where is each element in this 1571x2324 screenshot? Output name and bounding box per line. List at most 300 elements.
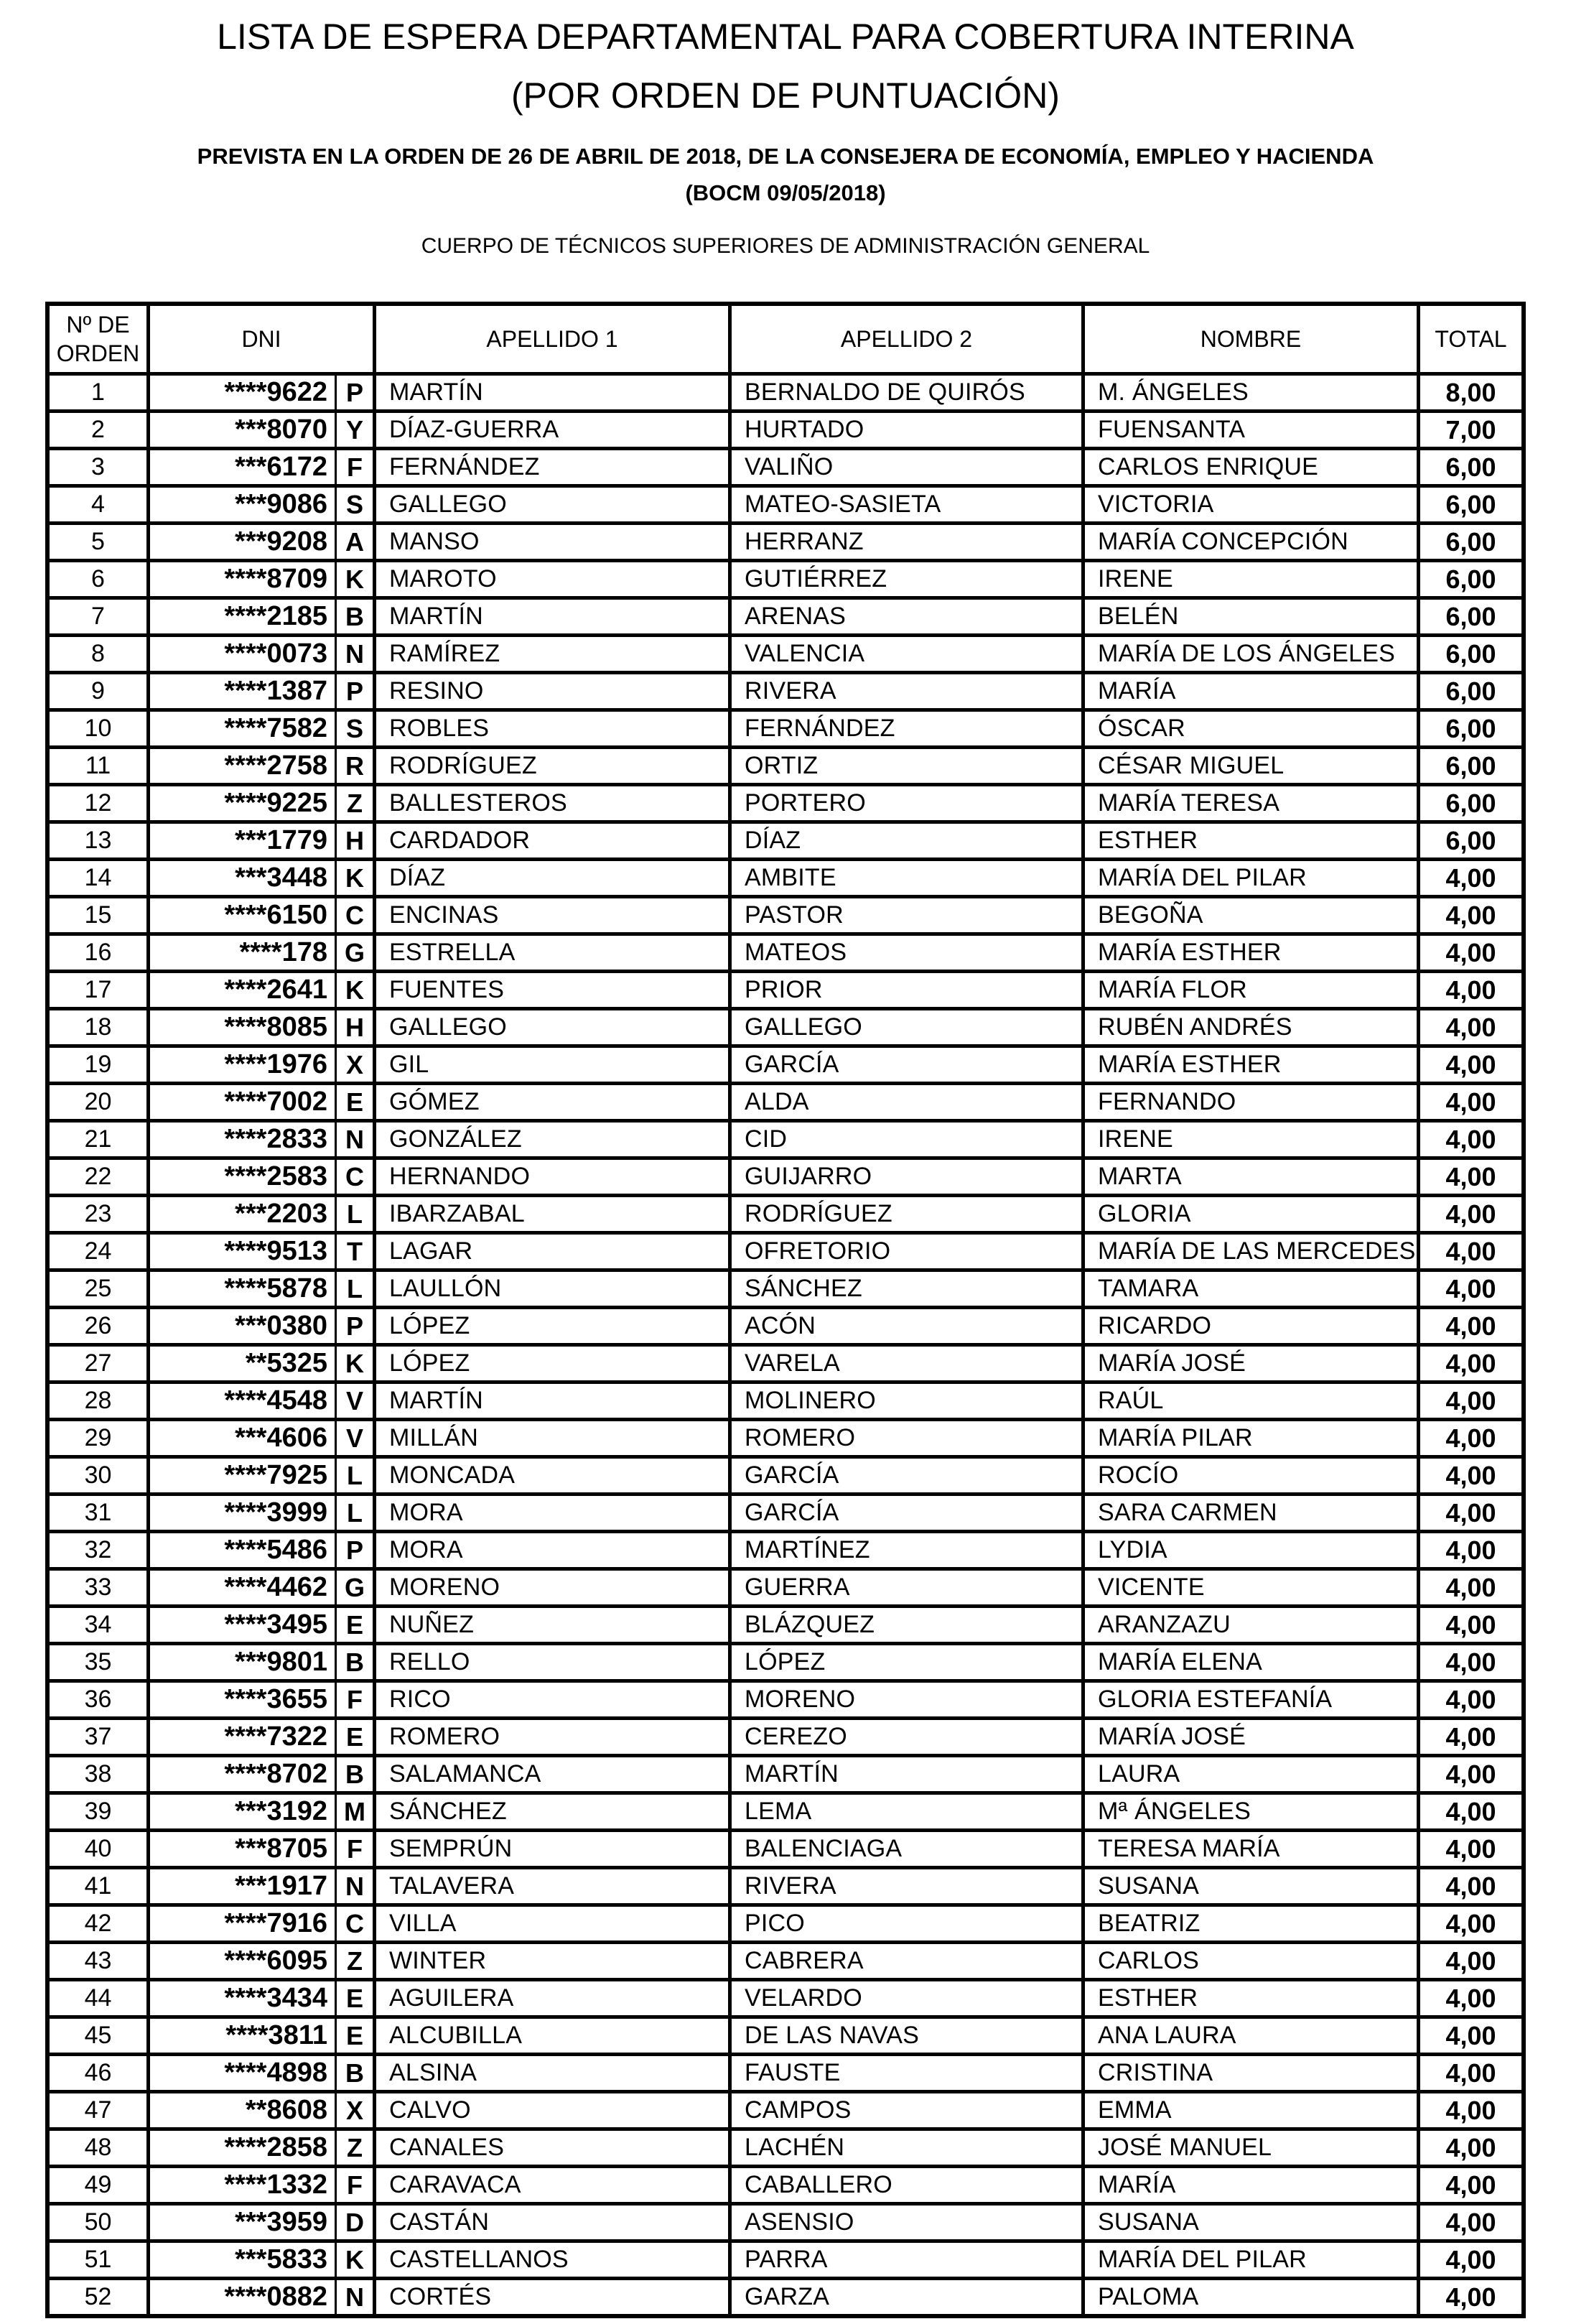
cell-dni — [150, 1757, 373, 1791]
cell-dni — [150, 1235, 373, 1268]
dni-number: ***1917 — [235, 1871, 327, 1901]
cell-dni — [150, 674, 373, 708]
cell-nombre: MARÍA ELENA — [1085, 1645, 1417, 1679]
cell-nombre: RUBÉN ANDRÉS — [1085, 1010, 1417, 1044]
cell-orden: 41 — [50, 1869, 146, 1903]
cell-nombre: VICTORIA — [1085, 488, 1417, 521]
cell-total: 4,00 — [1420, 973, 1521, 1007]
dni-number: ****3495 — [224, 1609, 327, 1640]
cell-apellido2: GARCÍA — [732, 1048, 1081, 1082]
dni-number: ****2758 — [224, 750, 327, 781]
cell-apellido1: MANSO — [376, 525, 728, 559]
cell-dni — [150, 2243, 373, 2277]
dni-number: ****2641 — [224, 975, 327, 1005]
dni-number: ***5833 — [235, 2244, 327, 2274]
cell-orden: 33 — [50, 1571, 146, 1604]
dni-number: ****6095 — [224, 1946, 327, 1976]
cell-total: 4,00 — [1420, 1795, 1521, 1828]
cell-total: 4,00 — [1420, 1085, 1521, 1119]
cell-orden: 34 — [50, 1608, 146, 1642]
cell-total: 4,00 — [1420, 1010, 1521, 1044]
cell-dni — [150, 488, 373, 521]
cell-total: 4,00 — [1420, 936, 1521, 970]
cell-apellido2: ROMERO — [732, 1421, 1081, 1455]
cell-dni — [150, 1832, 373, 1866]
cell-dni — [150, 600, 373, 633]
dni-number: ***8705 — [235, 1833, 327, 1864]
cell-orden: 7 — [50, 600, 146, 633]
cell-total: 8,00 — [1420, 376, 1521, 409]
cell-apellido1: FERNÁNDEZ — [376, 450, 728, 484]
dni-number: ****4462 — [224, 1572, 327, 1602]
dni-letter: S — [345, 489, 363, 519]
cell-orden: 10 — [50, 712, 146, 745]
cell-nombre: ÓSCAR — [1085, 712, 1417, 745]
cell-apellido2: AMBITE — [732, 861, 1081, 895]
cell-apellido2: HURTADO — [732, 413, 1081, 447]
cell-orden: 28 — [50, 1384, 146, 1418]
cell-nombre: MARÍA FLOR — [1085, 973, 1417, 1007]
cell-apellido2: ALDA — [732, 1085, 1081, 1119]
dni-number: ****5486 — [224, 1535, 327, 1565]
dni-number: ****8702 — [224, 1759, 327, 1789]
cell-apellido1: RICO — [376, 1683, 728, 1716]
cell-apellido1: TALAVERA — [376, 1869, 728, 1903]
cell-apellido2: ARENAS — [732, 600, 1081, 633]
dni-number: ****7582 — [224, 713, 327, 743]
cell-dni — [150, 1720, 373, 1754]
cell-nombre: ESTHER — [1085, 1981, 1417, 2015]
cell-nombre: M. ÁNGELES — [1085, 376, 1417, 409]
cell-orden: 22 — [50, 1160, 146, 1194]
cell-apellido1: MORENO — [376, 1571, 728, 1604]
cell-orden: 14 — [50, 861, 146, 895]
column-header-orden: Nº DE ORDEN — [50, 306, 146, 372]
cell-orden: 5 — [50, 525, 146, 559]
cell-dni — [150, 2131, 373, 2165]
cell-total: 4,00 — [1420, 1720, 1521, 1754]
cell-orden: 43 — [50, 1944, 146, 1978]
cell-apellido2: CEREZO — [732, 1720, 1081, 1754]
cell-total: 4,00 — [1420, 2093, 1521, 2127]
cell-apellido2: GUTIÉRREZ — [732, 562, 1081, 596]
page-title-line1: LISTA DE ESPERA DEPARTAMENTAL PARA COBERTURA INTERINA — [217, 17, 1354, 57]
cell-orden: 11 — [50, 749, 146, 783]
cell-dni — [150, 1869, 373, 1903]
cell-dni — [150, 376, 373, 409]
cell-apellido1: VILLA — [376, 1907, 728, 1940]
cell-apellido1: RESINO — [376, 674, 728, 708]
dni-number: ****1976 — [224, 1049, 327, 1079]
page-body-title: CUERPO DE TÉCNICOS SUPERIORES DE ADMINISTRACIÓN GENERAL — [421, 234, 1150, 258]
cell-orden: 51 — [50, 2243, 146, 2277]
dni-letter: V — [345, 1385, 363, 1416]
cell-total: 6,00 — [1420, 674, 1521, 708]
cell-total: 4,00 — [1420, 2206, 1521, 2239]
cell-nombre: EMMA — [1085, 2093, 1417, 2127]
cell-total: 4,00 — [1420, 1869, 1521, 1903]
cell-total: 4,00 — [1420, 1235, 1521, 1268]
cell-orden: 29 — [50, 1421, 146, 1455]
cell-apellido1: DÍAZ-GUERRA — [376, 413, 728, 447]
cell-total: 6,00 — [1420, 637, 1521, 671]
cell-nombre: GLORIA — [1085, 1197, 1417, 1231]
cell-nombre: FUENSANTA — [1085, 413, 1417, 447]
dni-letter: R — [345, 750, 364, 781]
cell-dni — [150, 1272, 373, 1306]
cell-apellido1: MARTÍN — [376, 600, 728, 633]
cell-nombre: CARLOS — [1085, 1944, 1417, 1978]
column-header-apellido1: APELLIDO 1 — [376, 306, 728, 372]
cell-total: 4,00 — [1420, 1048, 1521, 1082]
dni-number: ***6172 — [235, 452, 327, 482]
cell-apellido2: PARRA — [732, 2243, 1081, 2277]
dni-letter: V — [345, 1423, 363, 1453]
cell-total: 4,00 — [1420, 861, 1521, 895]
dni-number: ****7322 — [224, 1721, 327, 1752]
dni-number: ***4606 — [235, 1423, 327, 1453]
cell-orden: 47 — [50, 2093, 146, 2127]
cell-apellido1: LÓPEZ — [376, 1347, 728, 1380]
dni-letter: K — [345, 2244, 364, 2274]
cell-nombre: MARÍA JOSÉ — [1085, 1720, 1417, 1754]
cell-apellido2: PORTERO — [732, 786, 1081, 820]
cell-apellido1: RELLO — [376, 1645, 728, 1679]
cell-apellido1: AGUILERA — [376, 1981, 728, 2015]
dni-letter: S — [345, 713, 363, 743]
cell-apellido2: DE LAS NAVAS — [732, 2019, 1081, 2053]
cell-apellido1: CARDADOR — [376, 824, 728, 857]
cell-dni — [150, 861, 373, 895]
cell-total: 4,00 — [1420, 1384, 1521, 1418]
cell-total: 6,00 — [1420, 824, 1521, 857]
cell-total: 7,00 — [1420, 413, 1521, 447]
dni-letter: F — [347, 2170, 363, 2200]
cell-apellido2: CID — [732, 1123, 1081, 1156]
cell-dni — [150, 1459, 373, 1492]
cell-dni — [150, 1085, 373, 1119]
dni-letter: T — [347, 1236, 363, 1266]
cell-nombre: MARÍA — [1085, 2168, 1417, 2202]
cell-total: 4,00 — [1420, 1757, 1521, 1791]
cell-orden: 38 — [50, 1757, 146, 1791]
column-header-total: TOTAL — [1420, 306, 1521, 372]
cell-apellido2: MORENO — [732, 1683, 1081, 1716]
dni-letter: K — [345, 1348, 364, 1378]
cell-apellido1: SALAMANCA — [376, 1757, 728, 1791]
cell-orden: 1 — [50, 376, 146, 409]
cell-apellido2: MOLINERO — [732, 1384, 1081, 1418]
cell-nombre: ROCÍO — [1085, 1459, 1417, 1492]
cell-dni — [150, 1048, 373, 1082]
cell-orden: 21 — [50, 1123, 146, 1156]
dni-letter: E — [345, 1087, 363, 1117]
cell-dni — [150, 1533, 373, 1567]
cell-apellido1: MILLÁN — [376, 1421, 728, 1455]
cell-orden: 50 — [50, 2206, 146, 2239]
dni-letter: L — [347, 1460, 363, 1490]
cell-total: 4,00 — [1420, 1832, 1521, 1866]
dni-letter: H — [345, 1012, 364, 1042]
cell-total: 4,00 — [1420, 2280, 1521, 2314]
cell-nombre: Mª ÁNGELES — [1085, 1795, 1417, 1828]
dni-letter: P — [345, 1311, 363, 1341]
cell-nombre: MARÍA CONCEPCIÓN — [1085, 525, 1417, 559]
cell-total: 6,00 — [1420, 600, 1521, 633]
cell-nombre: PALOMA — [1085, 2280, 1417, 2314]
cell-apellido2: MARTÍN — [732, 1757, 1081, 1791]
cell-orden: 35 — [50, 1645, 146, 1679]
dni-number: ****9225 — [224, 788, 327, 818]
cell-apellido2: ORTIZ — [732, 749, 1081, 783]
cell-orden: 6 — [50, 562, 146, 596]
cell-nombre: MARÍA ESTHER — [1085, 1048, 1417, 1082]
cell-apellido1: LAULLÓN — [376, 1272, 728, 1306]
cell-nombre: CARLOS ENRIQUE — [1085, 450, 1417, 484]
dni-letter: K — [345, 975, 364, 1005]
cell-dni — [150, 2168, 373, 2202]
cell-apellido1: MAROTO — [376, 562, 728, 596]
cell-orden: 2 — [50, 413, 146, 447]
cell-total: 4,00 — [1420, 1347, 1521, 1380]
cell-nombre: MARÍA JOSÉ — [1085, 1347, 1417, 1380]
cell-dni — [150, 1347, 373, 1380]
cell-apellido2: FAUSTE — [732, 2056, 1081, 2090]
cell-apellido1: WINTER — [376, 1944, 728, 1978]
cell-apellido1: LAGAR — [376, 1235, 728, 1268]
dni-number: ****2858 — [224, 2132, 327, 2162]
dni-number: ****1387 — [224, 676, 327, 706]
cell-dni — [150, 1571, 373, 1604]
dni-number: ***9208 — [235, 526, 327, 557]
cell-apellido1: ROBLES — [376, 712, 728, 745]
cell-apellido1: CASTELLANOS — [376, 2243, 728, 2277]
cell-orden: 25 — [50, 1272, 146, 1306]
cell-total: 6,00 — [1420, 450, 1521, 484]
cell-nombre: TAMARA — [1085, 1272, 1417, 1306]
dni-number: ****2583 — [224, 1161, 327, 1191]
cell-total: 6,00 — [1420, 749, 1521, 783]
cell-apellido2: OFRETORIO — [732, 1235, 1081, 1268]
dni-number: ****3434 — [224, 1983, 327, 2013]
cell-apellido2: RODRÍGUEZ — [732, 1197, 1081, 1231]
dni-letter: P — [345, 377, 363, 407]
cell-apellido1: CALVO — [376, 2093, 728, 2127]
cell-orden: 8 — [50, 637, 146, 671]
cell-nombre: JOSÉ MANUEL — [1085, 2131, 1417, 2165]
dni-letter: D — [345, 2207, 364, 2237]
cell-total: 4,00 — [1420, 1907, 1521, 1940]
cell-apellido1: CASTÁN — [376, 2206, 728, 2239]
dni-number: ***2203 — [235, 1199, 327, 1229]
dni-letter: C — [345, 1908, 364, 1938]
dni-letter: F — [347, 452, 363, 482]
dni-letter: G — [344, 937, 365, 967]
cell-dni — [150, 1608, 373, 1642]
cell-nombre: MARÍA DEL PILAR — [1085, 861, 1417, 895]
cell-apellido2: BERNALDO DE QUIRÓS — [732, 376, 1081, 409]
dni-number: ****2185 — [224, 601, 327, 631]
cell-nombre: LYDIA — [1085, 1533, 1417, 1567]
dni-letter: N — [345, 2282, 364, 2312]
cell-total: 4,00 — [1420, 1981, 1521, 2015]
cell-apellido1: CANALES — [376, 2131, 728, 2165]
cell-apellido1: BALLESTEROS — [376, 786, 728, 820]
cell-apellido1: ALCUBILLA — [376, 2019, 728, 2053]
cell-apellido1: GIL — [376, 1048, 728, 1082]
dni-letter: C — [345, 1161, 364, 1191]
cell-apellido2: GARCÍA — [732, 1496, 1081, 1530]
cell-dni — [150, 1309, 373, 1343]
cell-nombre: ESTHER — [1085, 824, 1417, 857]
cell-dni — [150, 1010, 373, 1044]
cell-nombre: RICARDO — [1085, 1309, 1417, 1343]
cell-dni — [150, 2206, 373, 2239]
cell-dni — [150, 786, 373, 820]
dni-number: ****7002 — [224, 1087, 327, 1117]
dni-number: ****4898 — [224, 2058, 327, 2088]
cell-orden: 52 — [50, 2280, 146, 2314]
cell-dni — [150, 749, 373, 783]
dni-number: ***1779 — [235, 825, 327, 855]
dni-number: ****6150 — [224, 900, 327, 930]
cell-nombre: ARANZAZU — [1085, 1608, 1417, 1642]
cell-nombre: FERNANDO — [1085, 1085, 1417, 1119]
cell-apellido1: HERNANDO — [376, 1160, 728, 1194]
cell-nombre: LAURA — [1085, 1757, 1417, 1791]
cell-dni — [150, 1384, 373, 1418]
cell-apellido1: MARTÍN — [376, 376, 728, 409]
cell-apellido2: HERRANZ — [732, 525, 1081, 559]
dni-letter: K — [345, 863, 364, 893]
cell-nombre: MARÍA DE LAS MERCEDES — [1085, 1235, 1417, 1268]
dni-letter: N — [345, 1871, 364, 1901]
cell-apellido2: VARELA — [732, 1347, 1081, 1380]
cell-nombre: MARÍA — [1085, 674, 1417, 708]
cell-dni — [150, 1123, 373, 1156]
cell-apellido1: SEMPRÚN — [376, 1832, 728, 1866]
cell-orden: 3 — [50, 450, 146, 484]
cell-dni — [150, 1496, 373, 1530]
dni-letter: P — [345, 1535, 363, 1565]
cell-total: 4,00 — [1420, 2168, 1521, 2202]
cell-orden: 20 — [50, 1085, 146, 1119]
dni-letter: C — [345, 900, 364, 930]
cell-dni — [150, 450, 373, 484]
cell-orden: 12 — [50, 786, 146, 820]
cell-nombre: BEGOÑA — [1085, 898, 1417, 932]
cell-total: 4,00 — [1420, 2243, 1521, 2277]
cell-apellido1: CORTÉS — [376, 2280, 728, 2314]
cell-total: 4,00 — [1420, 1496, 1521, 1530]
dni-letter: L — [347, 1497, 363, 1528]
cell-apellido1: IBARZABAL — [376, 1197, 728, 1231]
cell-nombre: MARÍA DEL PILAR — [1085, 2243, 1417, 2277]
cell-nombre: MARÍA ESTHER — [1085, 936, 1417, 970]
cell-orden: 31 — [50, 1496, 146, 1530]
dni-letter: G — [344, 1572, 365, 1602]
cell-nombre: CÉSAR MIGUEL — [1085, 749, 1417, 783]
dni-number: ****7916 — [224, 1908, 327, 1938]
dni-number: **8608 — [245, 2095, 327, 2125]
cell-apellido1: ALSINA — [376, 2056, 728, 2090]
cell-dni — [150, 2019, 373, 2053]
cell-nombre: IRENE — [1085, 562, 1417, 596]
cell-dni — [150, 1421, 373, 1455]
cell-apellido2: DÍAZ — [732, 824, 1081, 857]
cell-apellido2: CABRERA — [732, 1944, 1081, 1978]
cell-apellido1: GONZÁLEZ — [376, 1123, 728, 1156]
cell-total: 4,00 — [1420, 1272, 1521, 1306]
cell-apellido2: GARZA — [732, 2280, 1081, 2314]
waiting-list-table — [45, 302, 1526, 2318]
cell-nombre: MARÍA TERESA — [1085, 786, 1417, 820]
dni-number: ***8070 — [235, 414, 327, 445]
cell-orden: 17 — [50, 973, 146, 1007]
cell-apellido1: RODRÍGUEZ — [376, 749, 728, 783]
dni-number: ****0882 — [224, 2282, 327, 2312]
dni-number: ****9513 — [224, 1236, 327, 1266]
column-header-dni: DNI — [150, 306, 373, 372]
cell-dni — [150, 824, 373, 857]
cell-apellido2: CAMPOS — [732, 2093, 1081, 2127]
cell-nombre: MARÍA DE LOS ÁNGELES — [1085, 637, 1417, 671]
dni-letter: Z — [347, 2132, 363, 2162]
cell-total: 4,00 — [1420, 1123, 1521, 1156]
cell-orden: 48 — [50, 2131, 146, 2165]
cell-dni — [150, 973, 373, 1007]
cell-nombre: GLORIA ESTEFANÍA — [1085, 1683, 1417, 1716]
dni-letter: Y — [345, 414, 363, 445]
cell-dni — [150, 1160, 373, 1194]
cell-apellido2: ACÓN — [732, 1309, 1081, 1343]
cell-orden: 32 — [50, 1533, 146, 1567]
cell-apellido1: MORA — [376, 1533, 728, 1567]
cell-orden: 49 — [50, 2168, 146, 2202]
cell-dni — [150, 2056, 373, 2090]
dni-number: ***3959 — [235, 2207, 327, 2237]
cell-apellido2: GALLEGO — [732, 1010, 1081, 1044]
cell-apellido2: GUIJARRO — [732, 1160, 1081, 1194]
cell-orden: 42 — [50, 1907, 146, 1940]
cell-apellido2: GARCÍA — [732, 1459, 1081, 1492]
cell-apellido1: GALLEGO — [376, 1010, 728, 1044]
cell-total: 4,00 — [1420, 2131, 1521, 2165]
cell-total: 6,00 — [1420, 525, 1521, 559]
cell-dni — [150, 1907, 373, 1940]
cell-total: 6,00 — [1420, 786, 1521, 820]
cell-orden: 46 — [50, 2056, 146, 2090]
cell-dni — [150, 2093, 373, 2127]
dni-letter: K — [345, 564, 364, 594]
cell-nombre: ANA LAURA — [1085, 2019, 1417, 2053]
cell-dni — [150, 1944, 373, 1978]
cell-apellido2: MATEOS — [732, 936, 1081, 970]
dni-number: ****3655 — [224, 1684, 327, 1714]
cell-apellido2: MARTÍNEZ — [732, 1533, 1081, 1567]
page-title-line2: (POR ORDEN DE PUNTUACIÓN) — [511, 75, 1060, 116]
cell-apellido2: BALENCIAGA — [732, 1832, 1081, 1866]
dni-letter: F — [347, 1833, 363, 1864]
cell-orden: 18 — [50, 1010, 146, 1044]
cell-nombre: RAÚL — [1085, 1384, 1417, 1418]
dni-letter: X — [345, 2095, 363, 2125]
cell-apellido1: DÍAZ — [376, 861, 728, 895]
dni-letter: B — [345, 601, 364, 631]
column-header-apellido2: APELLIDO 2 — [732, 306, 1081, 372]
cell-orden: 37 — [50, 1720, 146, 1754]
cell-apellido2: RIVERA — [732, 1869, 1081, 1903]
